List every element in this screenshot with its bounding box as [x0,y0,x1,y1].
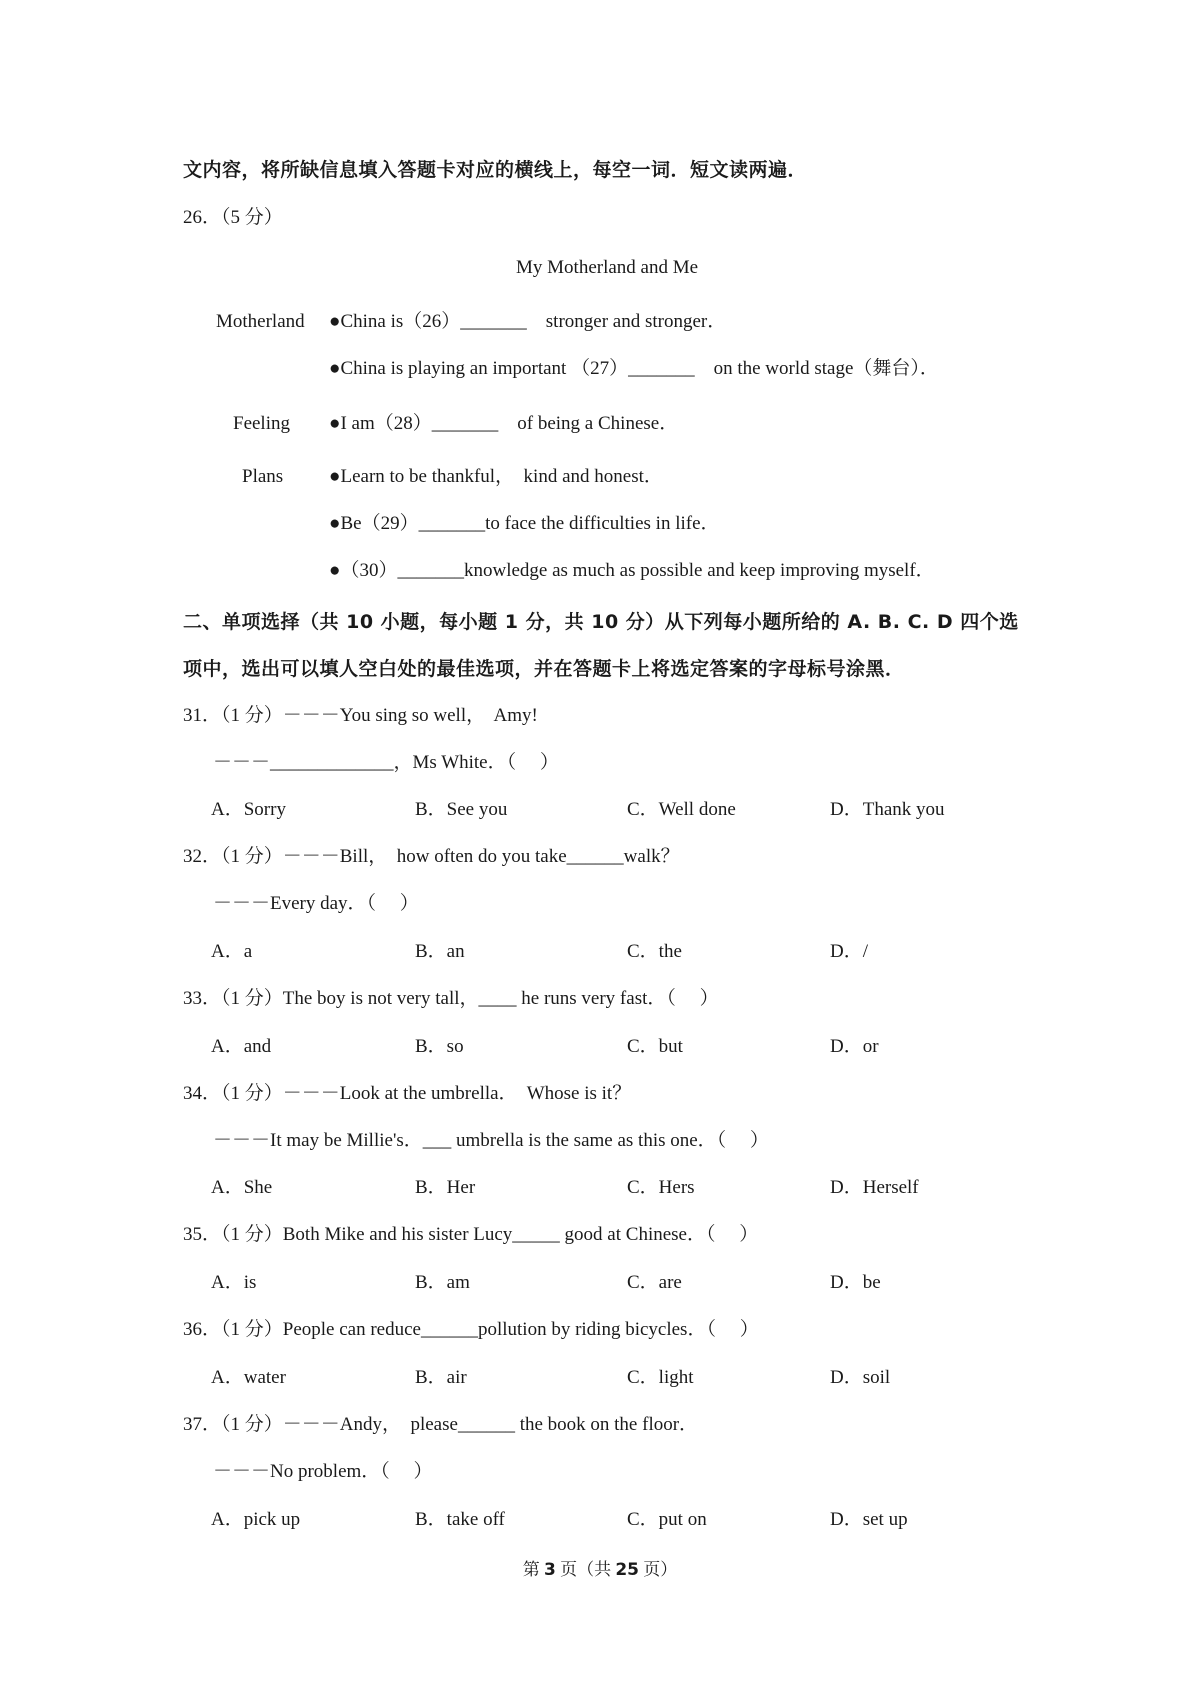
label-motherland: Motherland [216,311,305,332]
section-2-heading-cont: 项中，选出可以填人空白处的最佳选项，并在答题卡上将选定答案的字母标号涂黑． [183,658,905,680]
option-a[interactable]: A．She [211,1177,273,1198]
option-a[interactable]: A．and [211,1036,272,1057]
option-b[interactable]: B．am [415,1272,470,1293]
table-row: ●Learn to be thankful， kind and honest． [329,466,663,487]
option-b[interactable]: B．take off [415,1509,505,1530]
question-stem: 36．（1 分）People can reduce______pollution by riding bicycles．（ ） [183,1319,759,1340]
label-feeling: Feeling [233,413,290,434]
footer-total-pages: 25 [615,1560,639,1580]
question-stem: 31．（1 分）－－－You sing so well， Amy! [183,705,538,726]
option-d[interactable]: D．be [830,1272,881,1293]
instruction-continuation: 文内容，将所缺信息填入答题卡对应的横线上，每空一词．短文读两遍． [183,159,808,181]
option-b[interactable]: B．See you [415,799,508,820]
question-stem: 34．（1 分）－－－Look at the umbrella． Whose is it？ [183,1083,632,1104]
footer-page-number: 3 [543,1560,556,1580]
table-row: ●I am（28）_______ of being a Chinese． [329,413,679,434]
question-stem-line2: －－－It may be Millie's．___ umbrella is the same as this one．（ ） [213,1130,769,1151]
option-a[interactable]: A．pick up [211,1509,301,1530]
question-stem: 35．（1 分）Both Mike and his sister Lucy_____ good at Chinese．（ ） [183,1224,759,1245]
option-d[interactable]: D．/ [830,941,869,962]
option-c[interactable]: C．the [627,941,682,962]
question-26-header: 26．（5 分） [183,207,283,228]
section-2-heading: 二、单项选择（共 10 小题，每小题 1 分，共 10 分）从下列每小题所给的 A. B. C. D 四个选 [183,611,1019,633]
table-row: ●（30）_______knowledge as much as possible and keep improving myself． [329,560,935,581]
option-a[interactable]: A．a [211,941,253,962]
footer-prefix: 第 [522,1560,540,1579]
table-row: ●China is（26）_______ stronger and stronger． [329,311,727,332]
option-b[interactable]: B．so [415,1036,464,1057]
question-stem-line2: －－－_____________，Ms White．（ ） [213,752,559,773]
option-d[interactable]: D．Thank you [830,799,945,820]
option-c[interactable]: C．are [627,1272,682,1293]
option-b[interactable]: B．an [415,941,465,962]
question-stem: 32．（1 分）－－－Bill， how often do you take______walk？ [183,846,680,867]
question-stem: 33．（1 分）The boy is not very tall，____ he runs very fast．（ ） [183,988,719,1009]
table-row: ●Be（29）_______to face the difficulties in life． [329,513,720,534]
option-a[interactable]: A．water [211,1367,286,1388]
option-a[interactable]: A．is [211,1272,257,1293]
option-d[interactable]: D．Herself [830,1177,919,1198]
option-b[interactable]: B．Her [415,1177,476,1198]
table-title: My Motherland and Me [516,257,699,278]
table-row: ●China is playing an important （27）_______ on the world stage（舞台）． [329,358,939,379]
label-plans: Plans [242,466,284,487]
option-a[interactable]: A．Sorry [211,799,286,820]
option-c[interactable]: C．Well done [627,799,736,820]
question-stem-line2: －－－Every day．（ ） [213,893,419,914]
option-d[interactable]: D．set up [830,1509,908,1530]
page-footer [0,1559,1200,1581]
footer-mid: 页（共 [560,1560,612,1579]
option-c[interactable]: C．light [627,1367,694,1388]
option-c[interactable]: C．Hers [627,1177,695,1198]
question-stem: 37．（1 分）－－－Andy， please______ the book on the floor． [183,1414,699,1435]
option-b[interactable]: B．air [415,1367,467,1388]
option-c[interactable]: C．but [627,1036,683,1057]
footer-suffix: 页） [643,1560,678,1579]
question-stem-line2: －－－No problem．（ ） [213,1461,433,1482]
option-c[interactable]: C．put on [627,1509,707,1530]
option-d[interactable]: D．soil [830,1367,891,1388]
option-d[interactable]: D．or [830,1036,879,1057]
